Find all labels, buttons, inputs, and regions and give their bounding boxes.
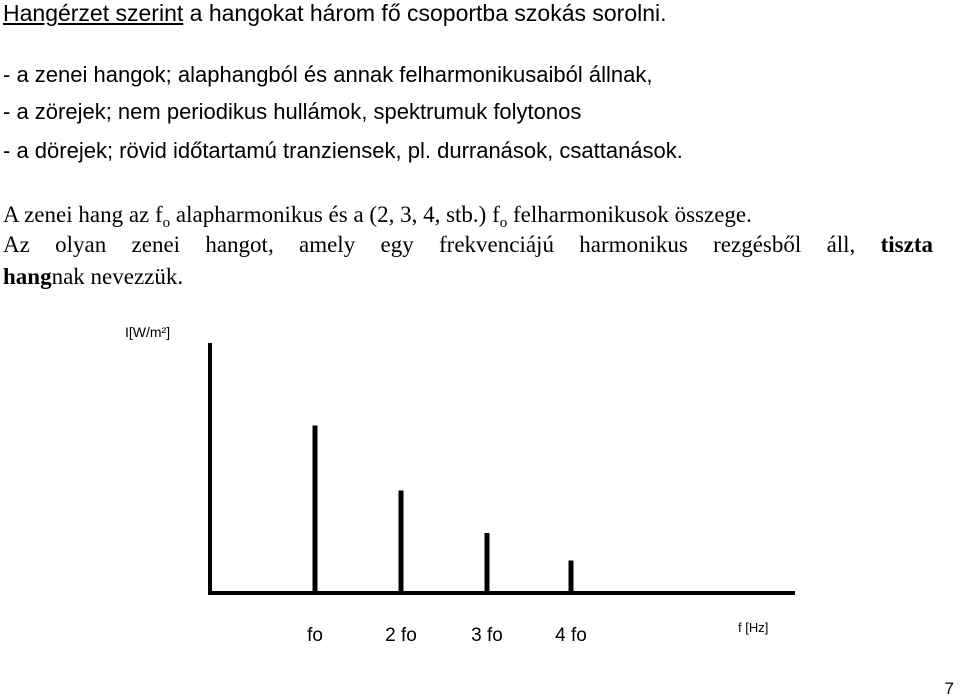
tick-label-2: 2 fo: [385, 625, 417, 646]
intro-underlined: Hangérzet szerint: [3, 0, 184, 26]
paragraph-harmonics: A zenei hang az $f_o$ alapharmonikus és a (2, 3, 4, stb.) $f_o$ felharmonikusok összege.: [3, 202, 752, 231]
page-number: 7: [944, 679, 954, 698]
list-item-dorejek: - a dörejek; rövid időtartamú tranziensek, pl. durranások, csattanások.: [3, 138, 683, 163]
tick-label-4: 4 fo: [555, 625, 587, 646]
intro-rest: a hangokat három fő csoportba szokás sorolni.: [183, 0, 667, 26]
tick-label-1: fo: [307, 625, 323, 646]
y-axis-label: I[W/m²]: [125, 324, 171, 340]
paragraph-pure-tone: Az olyan zenei hangot, amely egy frekvenciájú harmonikus rezgésből áll, tiszta: [3, 232, 933, 257]
list-item-zenei-hangok: - a zenei hangok; alaphangból és annak felharmonikusaiból állnak,: [3, 62, 653, 87]
paragraph-pure-tone-end: hangnak nevezzük.: [3, 264, 184, 289]
list-item-zorejek: - a zörejek; nem periodikus hullámok, spektrumuk folytonos: [3, 99, 582, 124]
x-axis-label: f [Hz]: [738, 620, 769, 635]
tick-label-3: 3 fo: [471, 625, 503, 646]
